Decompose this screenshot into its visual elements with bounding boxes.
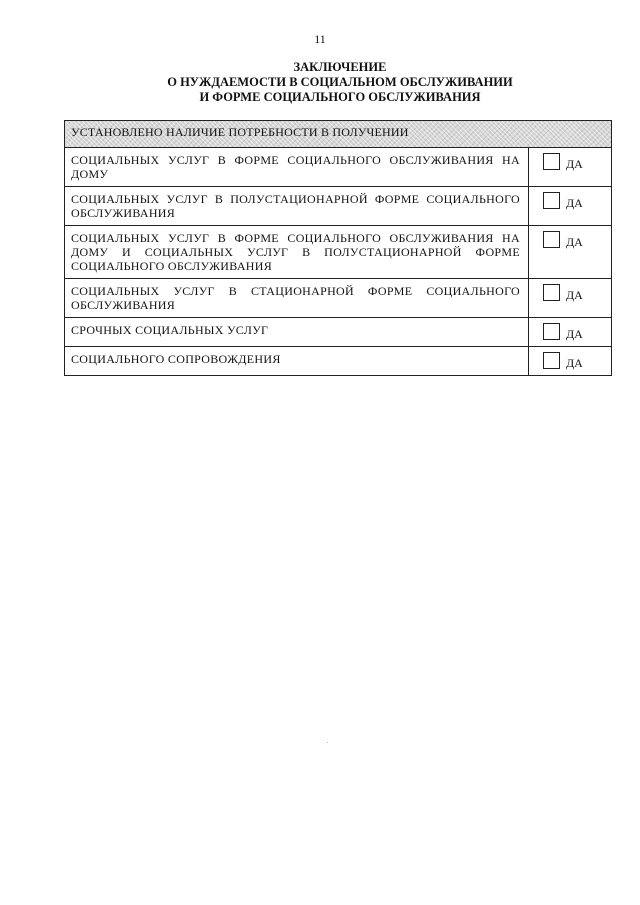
yes-label: ДА [566,235,583,249]
title-line-2: О НУЖДАЕМОСТИ В СОЦИАЛЬНОМ ОБСЛУЖИВАНИИ [167,75,513,89]
service-home-checkbox[interactable] [543,153,560,170]
page-number: 11 [314,32,326,46]
title-line-1: ЗАКЛЮЧЕНИЕ [293,60,387,74]
service-stationary-label: СОЦИАЛЬНЫХ УСЛУГ В СТАЦИОНАРНОЙ ФОРМЕ СОЦИАЛЬНОГО ОБСЛУЖИВАНИЯ [65,279,529,318]
table-row [65,279,612,318]
service-semi-stationary-label: СОЦИАЛЬНЫХ УСЛУГ В ПОЛУСТАЦИОНАРНОЙ ФОРМЕ СОЦИАЛЬНОГО ОБСЛУЖИВАНИЯ [65,187,529,226]
table-row [65,347,612,376]
yes-label: ДА [566,356,583,370]
service-urgent-label: СРОЧНЫХ СОЦИАЛЬНЫХ УСЛУГ [65,318,529,347]
document-title [100,60,580,105]
service-urgent-option [529,318,612,347]
service-stationary-option [529,279,612,318]
yes-label: ДА [566,327,583,341]
service-urgent-checkbox[interactable] [543,323,560,340]
service-semi-stationary-checkbox[interactable] [543,192,560,209]
scan-artifact-dot [327,742,328,743]
yes-label: ДА [566,157,583,171]
service-accompaniment-option [529,347,612,376]
service-home-label: СОЦИАЛЬНЫХ УСЛУГ В ФОРМЕ СОЦИАЛЬНОГО ОБСЛУЖИВАНИЯ НА ДОМУ [65,148,529,187]
yes-label: ДА [566,288,583,302]
table-header-row [65,121,612,148]
table-row [65,318,612,347]
service-accompaniment-checkbox[interactable] [543,352,560,369]
table-header: УСТАНОВЛЕНО НАЛИЧИЕ ПОТРЕБНОСТИ В ПОЛУЧЕНИИ [65,121,612,148]
service-home-option [529,148,612,187]
service-home-and-semi-stationary-checkbox[interactable] [543,231,560,248]
service-stationary-checkbox[interactable] [543,284,560,301]
table-row [65,226,612,279]
service-home-and-semi-stationary-label: СОЦИАЛЬНЫХ УСЛУГ В ФОРМЕ СОЦИАЛЬНОГО ОБСЛУЖИВАНИЯ НА ДОМУ И СОЦИАЛЬНЫХ УСЛУГ В ПОЛУСТАЦИОНАРНОЙ ФОРМЕ СОЦИАЛЬНОГО ОБСЛУЖИВАНИЯ [65,226,529,279]
service-accompaniment-label: СОЦИАЛЬНОГО СОПРОВОЖДЕНИЯ [65,347,529,376]
table-row [65,187,612,226]
title-line-3: И ФОРМЕ СОЦИАЛЬНОГО ОБСЛУЖИВАНИЯ [199,90,481,104]
service-semi-stationary-option [529,187,612,226]
table-row [65,148,612,187]
service-home-and-semi-stationary-option [529,226,612,279]
yes-label: ДА [566,196,583,210]
needs-table [64,120,612,376]
